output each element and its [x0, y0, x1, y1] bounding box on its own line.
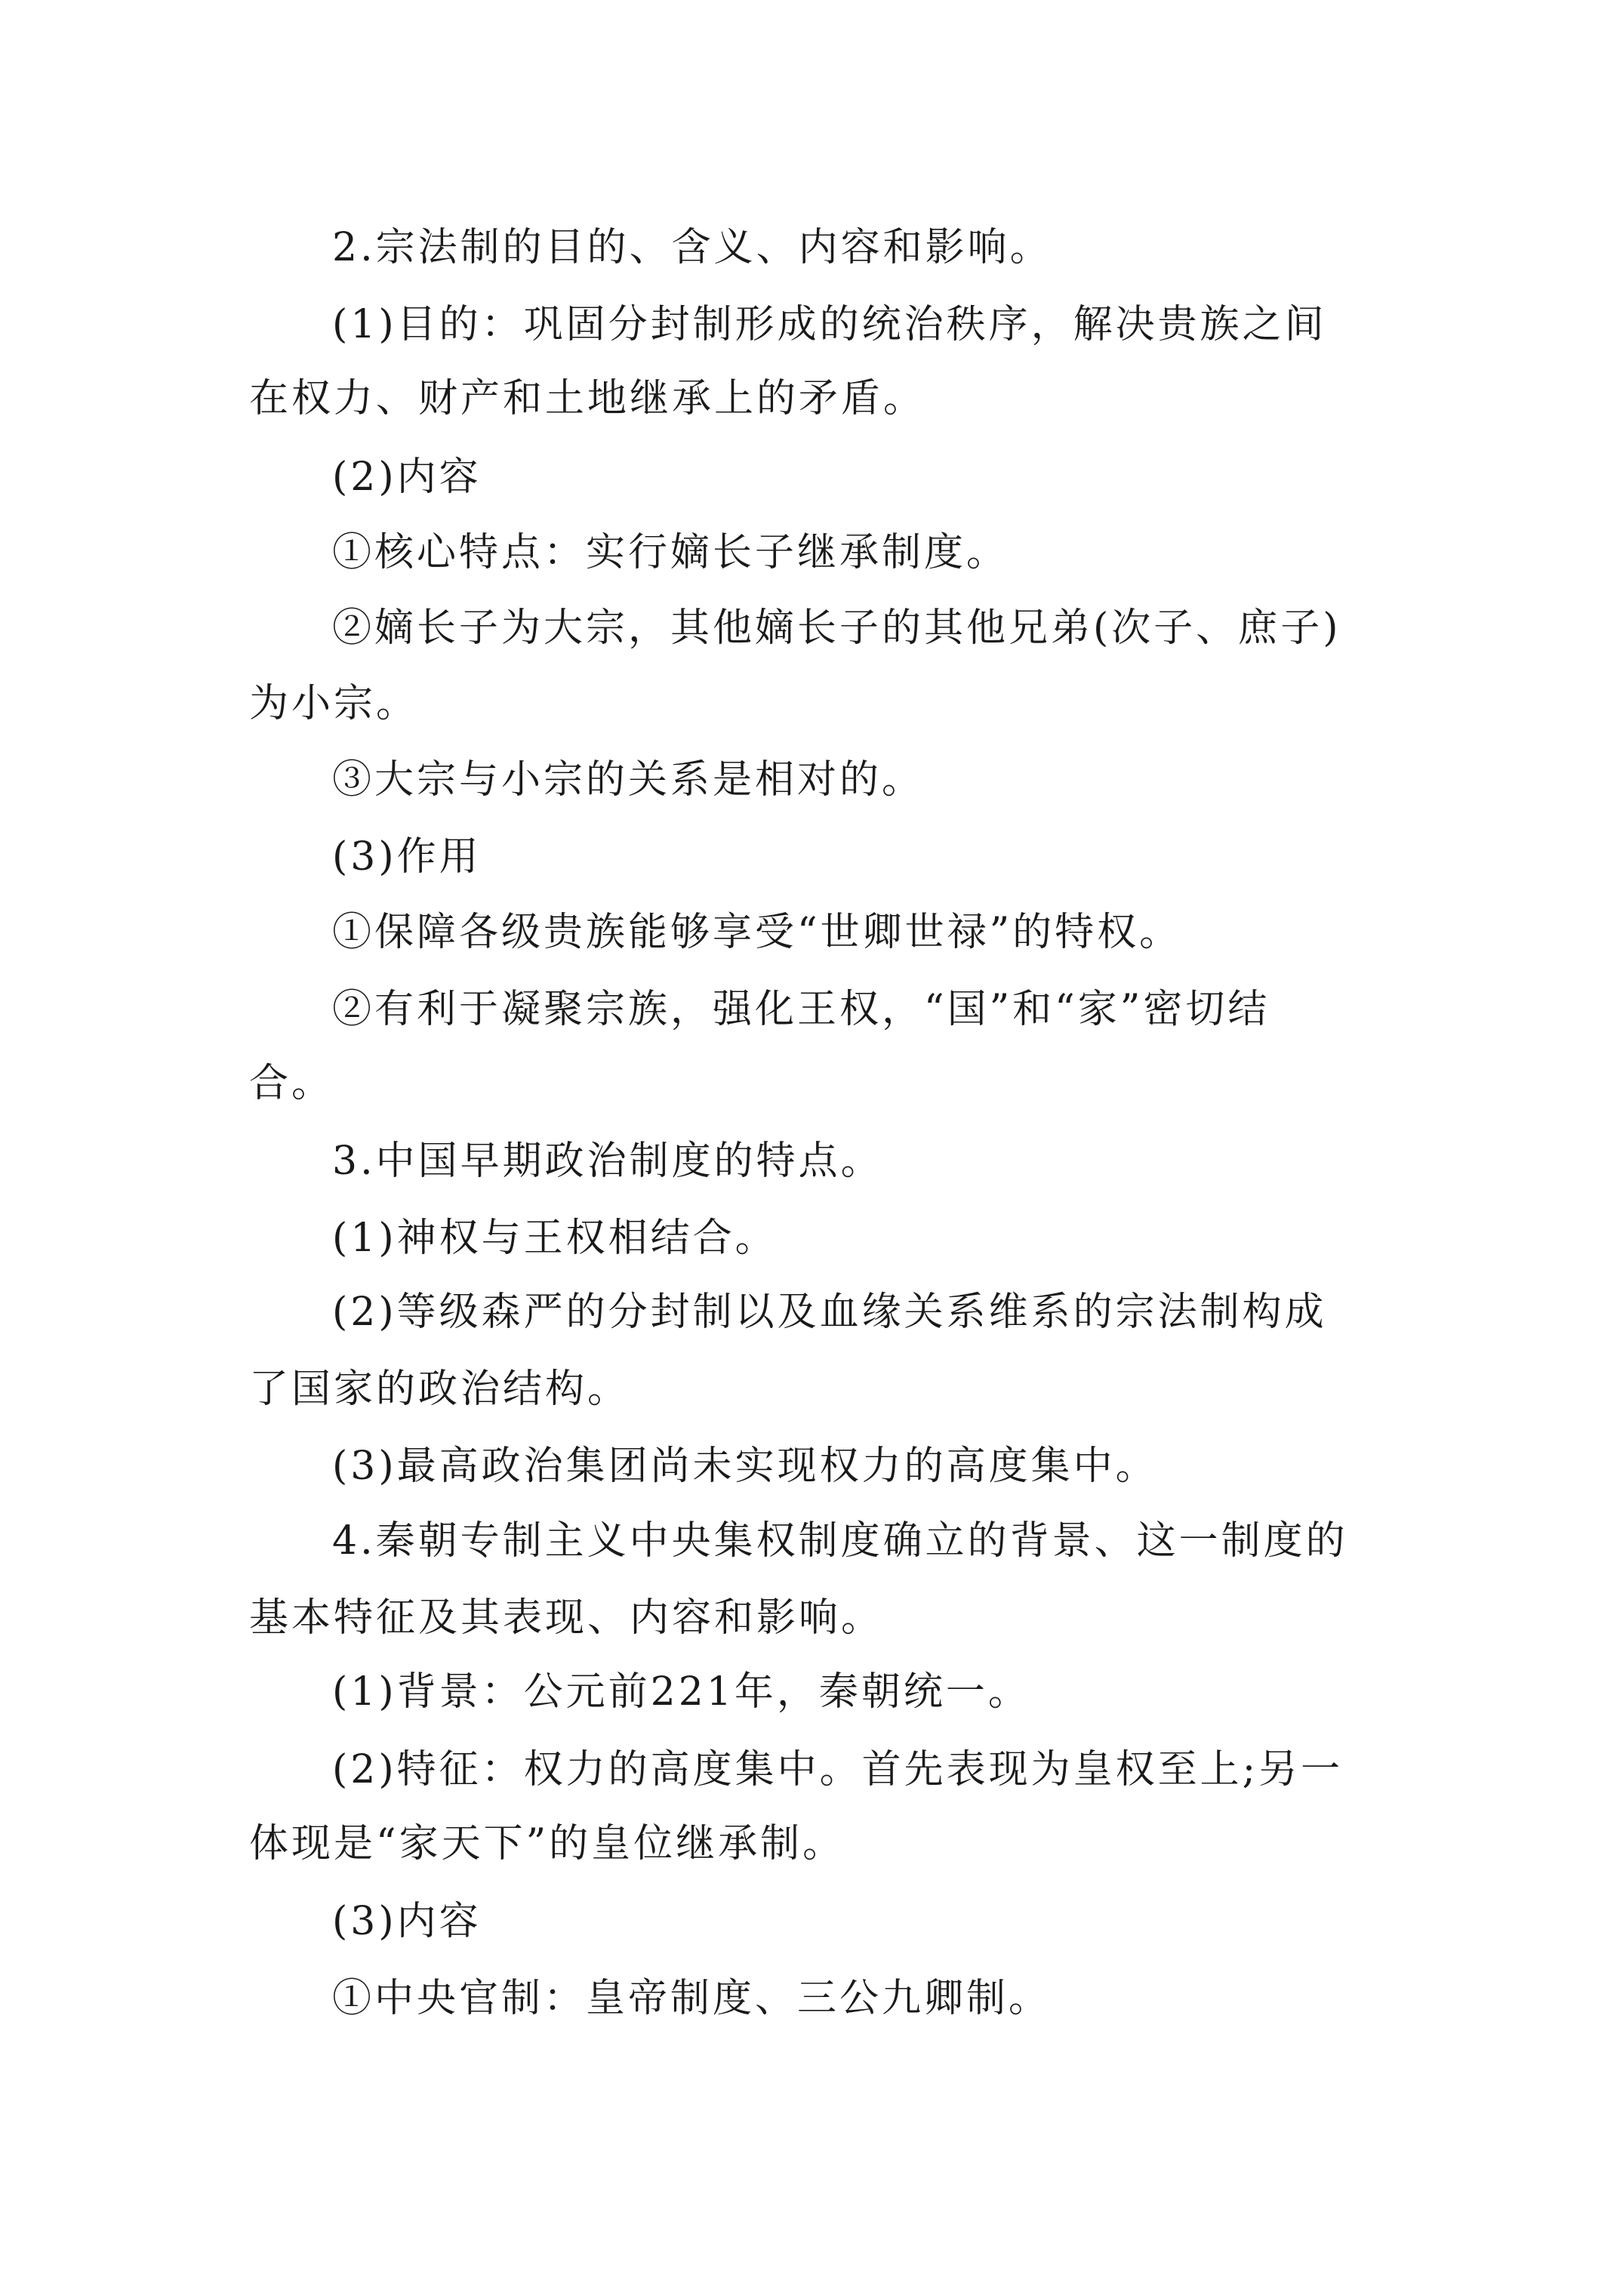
paragraph-line: 了国家的政治结构。 — [249, 1367, 630, 1412]
paragraph-line: (2)等级森严的分封制以及血缘关系维系的宗法制构成 — [332, 1290, 1327, 1335]
section-heading-3: 3.中国早期政治制度的特点。 — [332, 1139, 883, 1184]
paragraph-line: ①保障各级贵族能够享受“世卿世禄”的特权。 — [332, 910, 1182, 955]
subheading-line: (3)作用 — [332, 834, 482, 880]
paragraph-line: 在权力、财产和土地继承上的矛盾。 — [249, 376, 926, 421]
paragraph-line: (2)特征：权力的高度集中。首先表现为皇权至上;另一 — [332, 1747, 1344, 1792]
paragraph-line: ①中央官制：皇帝制度、三公九卿制。 — [332, 1976, 1052, 2021]
paragraph-line: 体现是“家天下”的皇位继承制。 — [249, 1821, 845, 1866]
paragraph-line: ②有利于凝聚宗族，强化王权，“国”和“家”密切结 — [332, 987, 1270, 1032]
paragraph-line: ②嫡长子为大宗，其他嫡长子的其他兄弟(次子、庶子) — [332, 606, 1341, 651]
paragraph-line: (1)目的：巩固分封制形成的统治秩序，解决贵族之间 — [332, 302, 1327, 347]
paragraph-line: (1)背景：公元前221年，秦朝统一。 — [332, 1669, 1030, 1715]
paragraph-line: 合。 — [249, 1061, 334, 1106]
paragraph-line: ①核心特点：实行嫡长子继承制度。 — [332, 530, 1009, 575]
paragraph-line: (3)最高政治集团尚未实现权力的高度集中。 — [332, 1444, 1158, 1489]
section-heading-4: 4.秦朝专制主义中央集权制度确立的背景、这一制度的 — [332, 1518, 1348, 1564]
subheading-line: (3)内容 — [332, 1899, 482, 1944]
paragraph-line: 基本特征及其表现、内容和影响。 — [249, 1595, 884, 1641]
paragraph-line: 为小宗。 — [249, 681, 419, 726]
subheading-line: (2)内容 — [332, 455, 482, 500]
paragraph-line: ③大宗与小宗的关系是相对的。 — [332, 757, 925, 803]
section-heading-2: 2.宗法制的目的、含义、内容和影响。 — [332, 225, 1052, 270]
paragraph-line: (1)神权与王权相结合。 — [332, 1216, 778, 1261]
